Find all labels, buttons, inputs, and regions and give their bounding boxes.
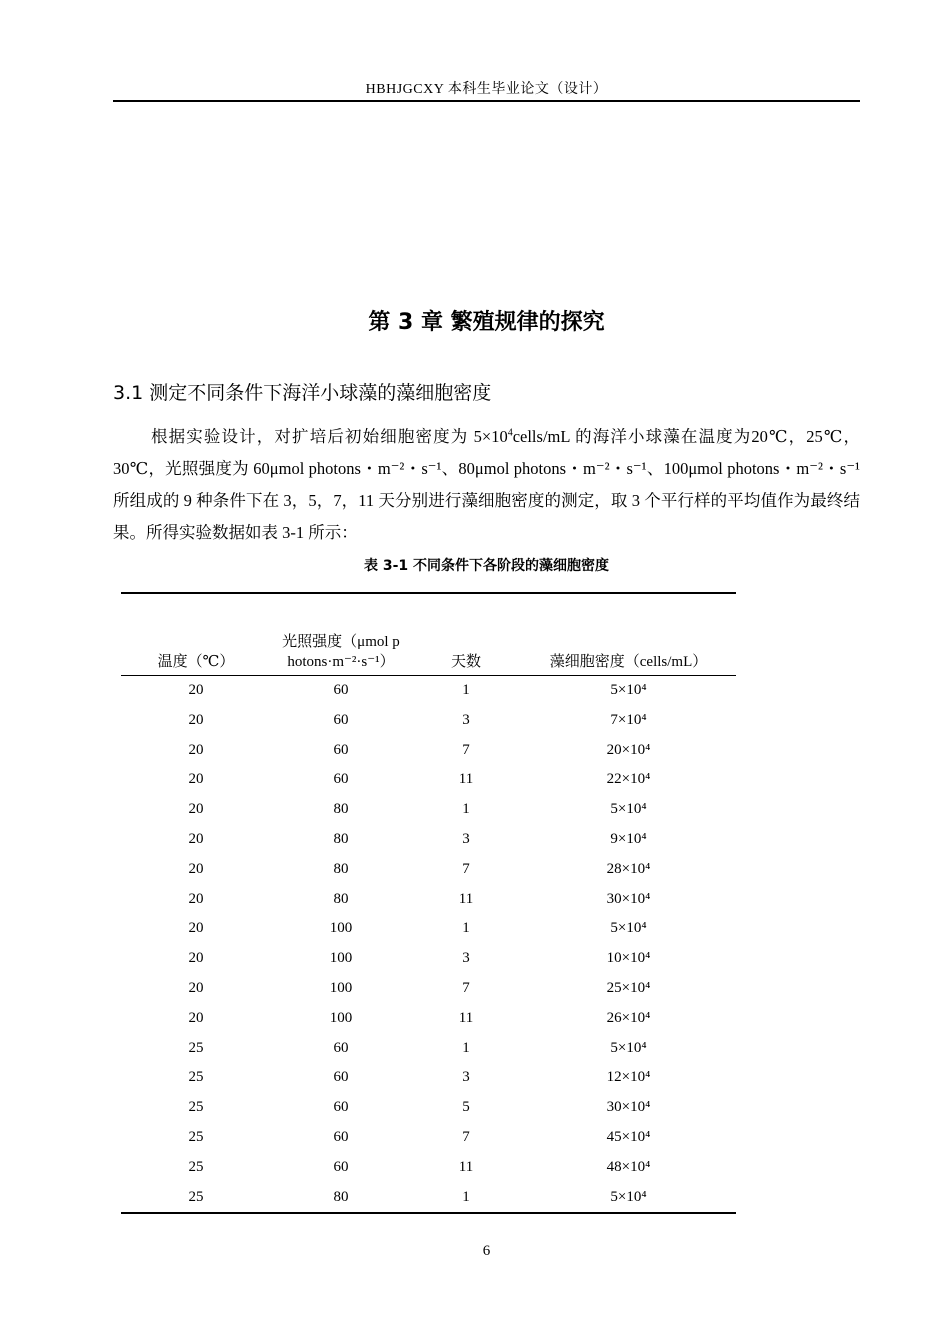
table-body	[121, 676, 736, 1214]
cell-light-intensity: 80	[333, 860, 349, 877]
cell-temperature: 20	[188, 860, 204, 877]
cell-light-intensity: 80	[333, 801, 349, 818]
cell-temperature: 20	[188, 711, 204, 728]
table-row	[121, 885, 736, 915]
cell-light-intensity: 80	[333, 1188, 349, 1205]
table-row	[121, 855, 736, 885]
header-light-intensity	[271, 593, 411, 676]
cell-temperature: 20	[188, 1009, 204, 1026]
density-table	[121, 592, 736, 1214]
cell-temperature: 25	[188, 1069, 204, 1086]
cell-temperature: 20	[188, 682, 204, 698]
cell-density: 5×10⁴	[610, 801, 647, 818]
table-row	[121, 944, 736, 974]
cell-days: 11	[458, 890, 474, 907]
cell-density: 5×10⁴	[610, 1188, 647, 1205]
paragraph-superscript: 4	[507, 427, 513, 439]
cell-density: 45×10⁴	[606, 1128, 651, 1145]
table-row	[121, 974, 736, 1004]
cell-density: 5×10⁴	[610, 1039, 647, 1056]
cell-temperature: 25	[188, 1039, 204, 1056]
table-row	[121, 1093, 736, 1123]
cell-light-intensity: 60	[333, 1099, 349, 1116]
cell-light-intensity: 100	[329, 979, 353, 996]
cell-density: 30×10⁴	[606, 890, 651, 907]
page-header: HBHJGCXY 本科生毕业论文（设计）	[365, 82, 608, 97]
chapter-title: 第 3 章 繁殖规律的探究	[368, 310, 605, 335]
cell-density: 20×10⁴	[606, 741, 651, 758]
cell-days: 3	[462, 1069, 470, 1086]
header-days: 天数	[450, 654, 481, 670]
cell-light-intensity: 80	[333, 830, 349, 847]
cell-light-intensity: 60	[333, 1069, 349, 1086]
cell-light-intensity: 80	[333, 890, 349, 907]
cell-days: 7	[462, 1128, 470, 1145]
cell-days: 7	[462, 741, 470, 758]
cell-days: 11	[458, 1158, 474, 1175]
cell-days: 1	[462, 682, 470, 698]
cell-temperature: 20	[188, 830, 204, 847]
cell-temperature: 20	[188, 771, 204, 788]
table-row	[121, 736, 736, 766]
paragraph-part1: 根据实验设计，对扩培后初始细胞密度为 5×10	[151, 427, 508, 446]
table-row	[121, 676, 736, 706]
cell-density: 9×10⁴	[610, 830, 647, 847]
cell-light-intensity: 100	[329, 1009, 353, 1026]
body-paragraph	[113, 421, 860, 549]
cell-temperature: 20	[188, 741, 204, 758]
cell-light-intensity: 100	[329, 950, 353, 967]
page-number: 6	[482, 1243, 491, 1259]
header-density: 藻细胞密度（cells/mL）	[549, 654, 708, 670]
cell-temperature: 20	[188, 950, 204, 967]
cell-days: 3	[462, 711, 470, 728]
table-row	[121, 825, 736, 855]
table-row	[121, 1183, 736, 1214]
cell-temperature: 25	[188, 1099, 204, 1116]
cell-days: 5	[462, 1099, 470, 1116]
cell-temperature: 20	[188, 920, 204, 937]
cell-light-intensity: 60	[333, 1158, 349, 1175]
cell-density: 28×10⁴	[606, 860, 651, 877]
cell-light-intensity: 60	[333, 1128, 349, 1145]
header-light-label: 光照强度（μmol photons·m⁻²·s⁻¹）	[282, 634, 400, 670]
cell-temperature: 25	[188, 1188, 204, 1205]
cell-temperature: 25	[188, 1128, 204, 1145]
cell-days: 1	[462, 801, 470, 818]
table-row	[121, 1123, 736, 1153]
table-row	[121, 1034, 736, 1064]
cell-days: 1	[462, 1039, 470, 1056]
paragraph-part2: cells/mL 的海洋小球藻在温度为20℃，25℃，30℃，光照强度为 60μmol photons・m⁻²・s⁻¹、80μmol photons・m⁻²・s⁻¹、100μmol photons・m⁻²・s⁻¹ 所组成的 9 种条件下在 3，5，7，11 天分别进行藻细胞密度的测定，取 3 个平行样的平均值作为最终结果。所得实验数据如表 3-1 所示：	[113, 427, 860, 542]
section-title: 3.1 测定不同条件下海洋小球藻的藻细胞密度	[113, 382, 492, 404]
table-row	[121, 795, 736, 825]
cell-temperature: 20	[188, 979, 204, 996]
cell-density: 10×10⁴	[606, 950, 651, 967]
table-row	[121, 706, 736, 736]
cell-light-intensity: 100	[329, 920, 353, 937]
cell-days: 11	[458, 1009, 474, 1026]
cell-days: 7	[462, 860, 470, 877]
cell-density: 5×10⁴	[610, 682, 647, 698]
cell-density: 30×10⁴	[606, 1099, 651, 1116]
cell-light-intensity: 60	[333, 682, 349, 698]
cell-temperature: 20	[188, 890, 204, 907]
cell-temperature: 25	[188, 1158, 204, 1175]
cell-density: 25×10⁴	[606, 979, 651, 996]
table-row	[121, 1004, 736, 1034]
header-temperature: 温度（℃）	[157, 654, 235, 670]
table-row	[121, 765, 736, 795]
cell-light-intensity: 60	[333, 711, 349, 728]
cell-density: 22×10⁴	[606, 771, 651, 788]
cell-light-intensity: 60	[333, 1039, 349, 1056]
cell-days: 7	[462, 979, 470, 996]
cell-days: 3	[462, 830, 470, 847]
cell-density: 26×10⁴	[606, 1009, 651, 1026]
table-caption: 表 3-1 不同条件下各阶段的藻细胞密度	[363, 558, 610, 574]
header-rule	[113, 100, 860, 102]
cell-density: 12×10⁴	[606, 1069, 651, 1086]
cell-density: 7×10⁴	[610, 711, 647, 728]
cell-light-intensity: 60	[333, 741, 349, 758]
cell-days: 1	[462, 920, 470, 937]
table-row	[121, 1153, 736, 1183]
cell-temperature: 20	[188, 801, 204, 818]
cell-days: 1	[462, 1188, 470, 1205]
table-row	[121, 914, 736, 944]
table-header-row	[121, 593, 736, 676]
cell-light-intensity: 60	[333, 771, 349, 788]
cell-days: 3	[462, 950, 470, 967]
cell-density: 48×10⁴	[606, 1158, 651, 1175]
cell-density: 5×10⁴	[610, 920, 647, 937]
cell-days: 11	[458, 771, 474, 788]
table-row	[121, 1063, 736, 1093]
